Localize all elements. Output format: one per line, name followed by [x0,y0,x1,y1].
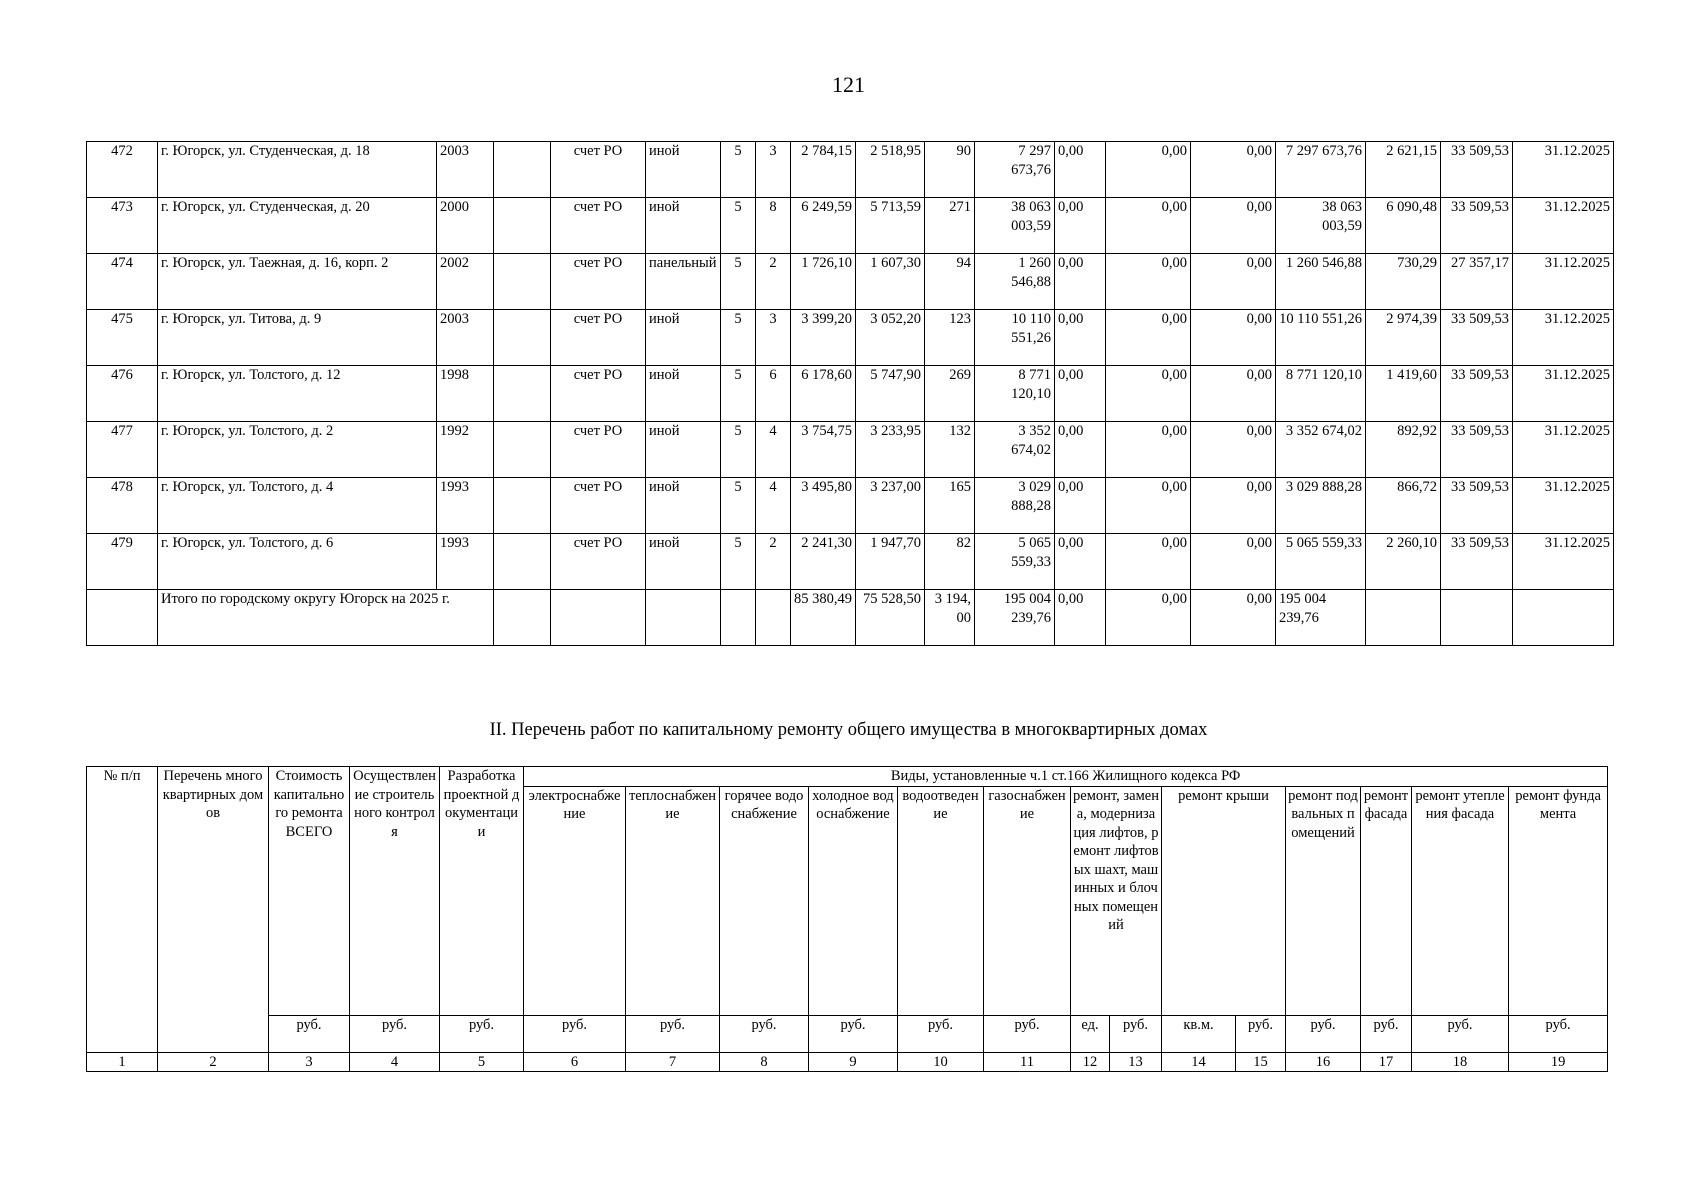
cost-per-m2-cell: 2 974,39 [1366,310,1441,366]
deadline-cell: 31.12.2025 [1513,534,1614,590]
zero-cell: 0,00 [1191,198,1276,254]
zero-cell: 0,00 [1106,254,1191,310]
zero-cell: 0,00 [1191,590,1276,646]
header-sewerage: водоотведение [898,786,984,1015]
year-cell: 1998 [437,366,494,422]
year-cell: 1993 [437,534,494,590]
header-design-docs: Разработка проектной документации [440,767,524,1016]
zero-cell: 0,00 [1106,310,1191,366]
unit-cell: руб. [1509,1015,1608,1052]
column-number: 11 [984,1052,1071,1072]
unit-cell: ед. [1071,1015,1110,1052]
deadline-cell: 31.12.2025 [1513,254,1614,310]
cost-per-m2-cell: 1 419,60 [1366,366,1441,422]
empty-cell [494,254,551,310]
floors-cell: 5 [721,254,756,310]
material-cell: иной [646,478,721,534]
header-lifts: ремонт, замена, модернизация лифтов, ремонт лифтовых шахт, машинных и блочных помещений [1071,786,1162,1015]
cost-per-m2-cell: 892,92 [1366,422,1441,478]
empty-cell [1441,590,1513,646]
header-num: № п/п [87,767,158,1053]
table-row [87,198,1614,254]
zero-cell: 0,00 [1106,422,1191,478]
area-total-cell: 2 784,15 [791,142,856,198]
zero-cell: 0,00 [1055,534,1106,590]
unit-cell: руб. [1412,1015,1509,1052]
header-work-types: Виды, установленные ч.1 ст.166 Жилищного кодекса РФ [524,767,1608,787]
zero-cell: 0,00 [1191,254,1276,310]
entrances-cell: 8 [756,198,791,254]
address-cell: г. Югорск, ул. Толстого, д. 4 [158,478,437,534]
floors-cell: 5 [721,366,756,422]
entrances-cell: 4 [756,478,791,534]
section-title: II. Перечень работ по капитальному ремонту общего имущества в многоквартирных домах [489,720,1208,740]
zero-cell: 0,00 [1055,478,1106,534]
empty-cell [494,198,551,254]
unit-cell: руб. [524,1015,626,1052]
entrances-cell: 3 [756,310,791,366]
unit-cell: руб. [1286,1015,1361,1052]
material-cell: панельный [646,254,721,310]
zero-cell: 0,00 [1055,198,1106,254]
residents-cell: 165 [925,478,975,534]
column-number: 17 [1361,1052,1412,1072]
unit-cell: кв.м. [1162,1015,1236,1052]
unit-cell: руб. [440,1015,524,1052]
material-cell: иной [646,142,721,198]
year-cell: 2003 [437,310,494,366]
header-cold-water: холодное водоснабжение [809,786,898,1015]
cost-per-m2-cell: 730,29 [1366,254,1441,310]
header-hot-water: горячее водоснабжение [720,786,809,1015]
table-row [87,422,1614,478]
row-number: 475 [87,310,158,366]
material-cell: иной [646,310,721,366]
table-row [87,142,1614,198]
area-total-cell: 6 178,60 [791,366,856,422]
area-living-cell: 1 947,70 [856,534,925,590]
empty-cell [646,590,721,646]
row-number: 473 [87,198,158,254]
deadline-cell: 31.12.2025 [1513,422,1614,478]
cost-total-cell: 3 029 888,28 [975,478,1055,534]
cost-per-m2-cell: 2 621,15 [1366,142,1441,198]
cost-per-m2-cell: 866,72 [1366,478,1441,534]
area-living-cell: 3 237,00 [856,478,925,534]
unit-cell: руб. [720,1015,809,1052]
empty-cell [494,310,551,366]
unit-cell: руб. [984,1015,1071,1052]
area-living-cell: 2 518,95 [856,142,925,198]
entrances-cell: 4 [756,422,791,478]
column-number: 6 [524,1052,626,1072]
floors-cell: 5 [721,198,756,254]
row-number: 474 [87,254,158,310]
row-number: 478 [87,478,158,534]
area-living-cell: 5 713,59 [856,198,925,254]
zero-cell: 0,00 [1055,254,1106,310]
zero-cell: 0,00 [1106,366,1191,422]
houses-table [86,141,1614,646]
address-cell: г. Югорск, ул. Толстого, д. 2 [158,422,437,478]
header-foundation: ремонт фундамента [1509,786,1608,1015]
deadline-cell: 31.12.2025 [1513,310,1614,366]
row-number: 479 [87,534,158,590]
column-number: 16 [1286,1052,1361,1072]
empty-cell [1513,590,1614,646]
column-number: 18 [1412,1052,1509,1072]
floors-cell: 5 [721,142,756,198]
unit-cell: руб. [269,1015,350,1052]
residents-cell: 90 [925,142,975,198]
fund-cell: счет РО [551,366,646,422]
year-cell: 1993 [437,478,494,534]
empty-cell [494,366,551,422]
unit-cell: руб. [1361,1015,1412,1052]
zero-cell: 0,00 [1106,198,1191,254]
limit-per-m2-cell: 27 357,17 [1441,254,1513,310]
area-total-cell: 3 495,80 [791,478,856,534]
residents-cell: 269 [925,366,975,422]
deadline-cell: 31.12.2025 [1513,366,1614,422]
address-cell: г. Югорск, ул. Студенческая, д. 20 [158,198,437,254]
area-living-cell: 3 233,95 [856,422,925,478]
area-total-cell: 3 399,20 [791,310,856,366]
zero-cell: 0,00 [1106,478,1191,534]
unit-cell: руб. [350,1015,440,1052]
total-label: Итого по городскому округу Югорск на 2025 г. [158,590,494,646]
area-total-cell: 6 249,59 [791,198,856,254]
row-number: 472 [87,142,158,198]
row-number: 477 [87,422,158,478]
limit-per-m2-cell: 33 509,53 [1441,310,1513,366]
zero-cell: 0,00 [1106,534,1191,590]
cost-repeat-cell: 1 260 546,88 [1276,254,1366,310]
fund-cell: счет РО [551,534,646,590]
column-number: 1 [87,1052,158,1072]
total-residents: 3 194,00 [925,590,975,646]
cost-repeat-cell: 10 110 551,26 [1276,310,1366,366]
header-houses-list: Перечень многоквартирных домов [158,767,269,1053]
unit-cell: руб. [898,1015,984,1052]
area-total-cell: 2 241,30 [791,534,856,590]
column-number: 12 [1071,1052,1110,1072]
total-area-living: 75 528,50 [856,590,925,646]
header-facade-insulation: ремонт утепления фасада [1412,786,1509,1015]
residents-cell: 271 [925,198,975,254]
deadline-cell: 31.12.2025 [1513,478,1614,534]
row-number: 476 [87,366,158,422]
unit-cell: руб. [626,1015,720,1052]
entrances-cell: 2 [756,534,791,590]
header-roof: ремонт крыши [1162,786,1286,1015]
empty-cell [756,590,791,646]
zero-cell: 0,00 [1191,366,1276,422]
zero-cell: 0,00 [1191,478,1276,534]
empty-cell [551,590,646,646]
unit-cell: руб. [809,1015,898,1052]
deadline-cell: 31.12.2025 [1513,198,1614,254]
entrances-cell: 6 [756,366,791,422]
header-construction-control: Осуществление строительного контроля [350,767,440,1016]
residents-cell: 82 [925,534,975,590]
column-number: 5 [440,1052,524,1072]
header-heat-supply: теплоснабжение [626,786,720,1015]
works-table [86,766,1608,1072]
cost-repeat-cell: 5 065 559,33 [1276,534,1366,590]
column-number: 15 [1236,1052,1286,1072]
limit-per-m2-cell: 33 509,53 [1441,534,1513,590]
header-basement: ремонт подвальных помещений [1286,786,1361,1015]
floors-cell: 5 [721,534,756,590]
fund-cell: счет РО [551,478,646,534]
floors-cell: 5 [721,422,756,478]
address-cell: г. Югорск, ул. Толстого, д. 6 [158,534,437,590]
header-electricity: электроснабжение [524,786,626,1015]
zero-cell: 0,00 [1055,422,1106,478]
table-row [87,366,1614,422]
column-number: 3 [269,1052,350,1072]
address-cell: г. Югорск, ул. Таежная, д. 16, корп. 2 [158,254,437,310]
empty-cell [721,590,756,646]
column-number: 8 [720,1052,809,1072]
address-cell: г. Югорск, ул. Студенческая, д. 18 [158,142,437,198]
material-cell: иной [646,534,721,590]
material-cell: иной [646,366,721,422]
zero-cell: 0,00 [1191,310,1276,366]
total-area-total: 85 380,49 [791,590,856,646]
page-number: 121 [832,72,865,97]
zero-cell: 0,00 [1191,422,1276,478]
area-living-cell: 5 747,90 [856,366,925,422]
header-facade: ремонт фасада [1361,786,1412,1015]
cost-per-m2-cell: 2 260,10 [1366,534,1441,590]
empty-cell [87,590,158,646]
zero-cell: 0,00 [1106,142,1191,198]
zero-cell: 0,00 [1191,142,1276,198]
zero-cell: 0,00 [1055,310,1106,366]
floors-cell: 5 [721,478,756,534]
column-number: 13 [1110,1052,1162,1072]
residents-cell: 123 [925,310,975,366]
column-numbers-row [87,1052,1608,1072]
empty-cell [494,590,551,646]
empty-cell [494,142,551,198]
table-row [87,534,1614,590]
total-row [87,590,1614,646]
zero-cell: 0,00 [1055,142,1106,198]
cost-repeat-cell: 38 063 003,59 [1276,198,1366,254]
year-cell: 2003 [437,142,494,198]
cost-total-cell: 10 110 551,26 [975,310,1055,366]
limit-per-m2-cell: 33 509,53 [1441,478,1513,534]
total-cost-repeat: 195 004 239,76 [1276,590,1366,646]
year-cell: 2000 [437,198,494,254]
fund-cell: счет РО [551,422,646,478]
area-living-cell: 3 052,20 [856,310,925,366]
entrances-cell: 2 [756,254,791,310]
address-cell: г. Югорск, ул. Толстого, д. 12 [158,366,437,422]
zero-cell: 0,00 [1055,366,1106,422]
column-number: 9 [809,1052,898,1072]
table-row [87,254,1614,310]
zero-cell: 0,00 [1055,590,1106,646]
empty-cell [494,534,551,590]
year-cell: 1992 [437,422,494,478]
empty-cell [1366,590,1441,646]
material-cell: иной [646,198,721,254]
unit-cell: руб. [1236,1015,1286,1052]
cost-total-cell: 7 297 673,76 [975,142,1055,198]
fund-cell: счет РО [551,310,646,366]
residents-cell: 94 [925,254,975,310]
cost-total-cell: 5 065 559,33 [975,534,1055,590]
header-total-cost: Стоимость капитального ремонта ВСЕГО [269,767,350,1016]
zero-cell: 0,00 [1106,590,1191,646]
limit-per-m2-cell: 33 509,53 [1441,142,1513,198]
unit-cell: руб. [1110,1015,1162,1052]
floors-cell: 5 [721,310,756,366]
residents-cell: 132 [925,422,975,478]
column-number: 19 [1509,1052,1608,1072]
entrances-cell: 3 [756,142,791,198]
fund-cell: счет РО [551,142,646,198]
area-total-cell: 1 726,10 [791,254,856,310]
empty-cell [494,478,551,534]
fund-cell: счет РО [551,254,646,310]
limit-per-m2-cell: 33 509,53 [1441,422,1513,478]
cost-total-cell: 3 352 674,02 [975,422,1055,478]
cost-total-cell: 1 260 546,88 [975,254,1055,310]
column-number: 14 [1162,1052,1236,1072]
deadline-cell: 31.12.2025 [1513,142,1614,198]
cost-repeat-cell: 3 029 888,28 [1276,478,1366,534]
total-cost: 195 004 239,76 [975,590,1055,646]
cost-total-cell: 8 771 120,10 [975,366,1055,422]
column-number: 7 [626,1052,720,1072]
fund-cell: счет РО [551,198,646,254]
material-cell: иной [646,422,721,478]
cost-repeat-cell: 7 297 673,76 [1276,142,1366,198]
table-row [87,478,1614,534]
column-number: 2 [158,1052,269,1072]
header-gas-supply: газоснабжение [984,786,1071,1015]
cost-repeat-cell: 8 771 120,10 [1276,366,1366,422]
zero-cell: 0,00 [1191,534,1276,590]
cost-total-cell: 38 063 003,59 [975,198,1055,254]
column-number: 4 [350,1052,440,1072]
empty-cell [494,422,551,478]
cost-repeat-cell: 3 352 674,02 [1276,422,1366,478]
column-number: 10 [898,1052,984,1072]
year-cell: 2002 [437,254,494,310]
table-row [87,310,1614,366]
area-total-cell: 3 754,75 [791,422,856,478]
area-living-cell: 1 607,30 [856,254,925,310]
limit-per-m2-cell: 33 509,53 [1441,366,1513,422]
address-cell: г. Югорск, ул. Титова, д. 9 [158,310,437,366]
cost-per-m2-cell: 6 090,48 [1366,198,1441,254]
limit-per-m2-cell: 33 509,53 [1441,198,1513,254]
